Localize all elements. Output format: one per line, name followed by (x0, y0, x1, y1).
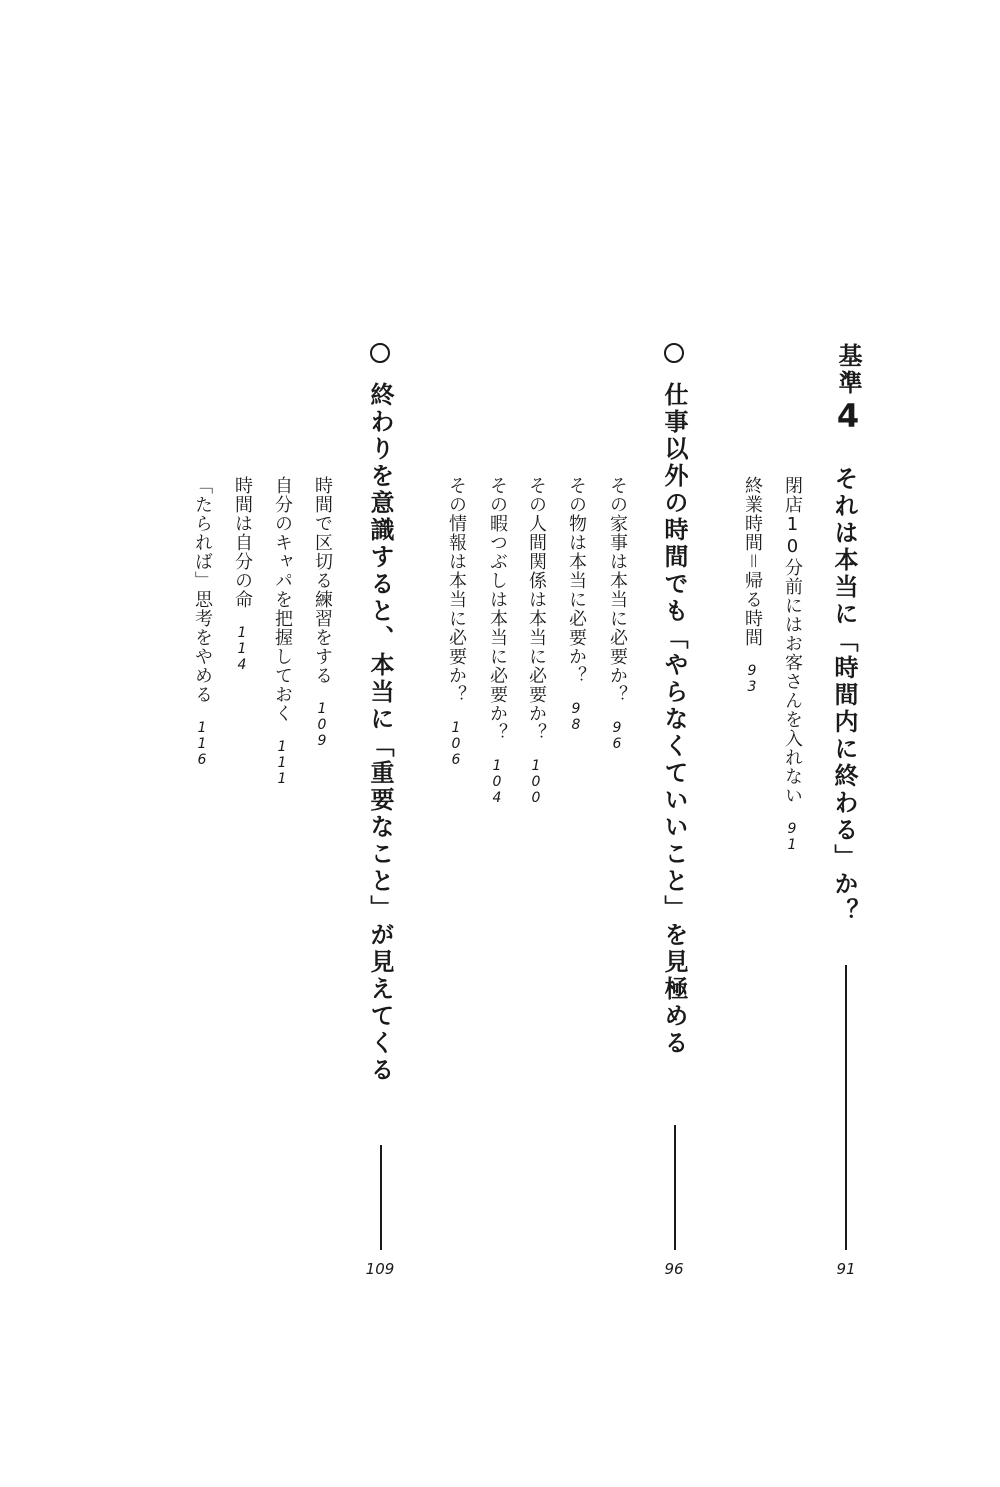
section2-title[interactable]: 仕事以外の時間でも「やらなくていいこと」を見極める (660, 382, 688, 1057)
toc-item[interactable]: 「たられば」思考をやめる116 (192, 476, 213, 768)
kijun-label: 基準4 (829, 343, 867, 438)
kijun-number: 4 (829, 397, 867, 438)
section3-leader-rule (380, 1145, 382, 1250)
toc-item[interactable]: 時間は自分の命114 (232, 476, 253, 673)
section3-page-number: 109 (365, 1260, 395, 1278)
toc-item[interactable]: その情報は本当に必要か？106 (446, 476, 467, 768)
toc-item[interactable]: その暇つぶしは本当に必要か？104 (487, 476, 508, 806)
toc-item[interactable]: 自分のキャパを把握しておく111 (272, 476, 293, 787)
section1-title[interactable]: それは本当に「時間内に終わる」か？ (830, 466, 858, 925)
section1-leader-rule (845, 965, 847, 1250)
bullet-circle-icon (370, 343, 390, 363)
toc-item[interactable]: その物は本当に必要か？98 (566, 476, 587, 733)
section3-title[interactable]: 終わりを意識すると、本当に「重要なこと」が見えてくる (366, 382, 394, 1084)
toc-item[interactable]: その家事は本当に必要か？96 (607, 476, 628, 752)
section2-leader-rule (674, 1125, 676, 1250)
toc-item[interactable]: その人間関係は本当に必要か？100 (526, 476, 547, 806)
toc-item[interactable]: 時間で区切る練習をする109 (312, 476, 333, 749)
toc-item[interactable]: 終業時間＝帰る時間93 (742, 476, 763, 695)
bullet-circle-icon (664, 343, 684, 363)
toc-item[interactable]: 閉店10分前にはお客さんを入れない91 (782, 476, 803, 853)
section1-page-number: 91 (836, 1260, 856, 1278)
section2-page-number: 96 (664, 1260, 684, 1278)
